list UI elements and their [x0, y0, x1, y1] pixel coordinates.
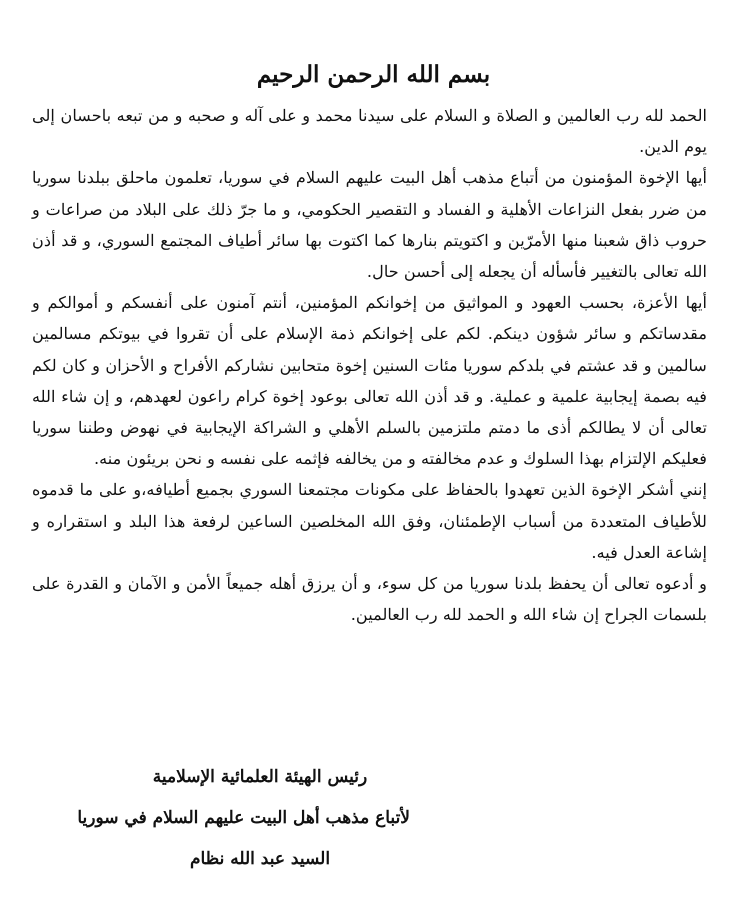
- signature-block: [77, 757, 410, 880]
- assurance-paragraph: أيها الأعزة، بحسب العهود و المواثيق من إخوانكم المؤمنين، أنتم آمنون على أنفسكم و أموالكم و مقدساتكم و سائر شؤون دينكم. لكم على إخوانكم ذمة الإسلام على أن تقروا في بيوتكم مسالمين سالمين و قد عشتم في بلدكم سوريا مئات السنين إخوة متحابين نشاركم الأفراح و الأحزان و كان لكم فيه بصمة إيجابية علمية و عملية. و قد أذن الله تعالى بوعود إخوة كرام راعون لعهدهم، و إن شاء الله تعالى أن لا يطالكم أذى ما دمتم ملتزمين بالسلم الأهلي و الشراكة الإيجابية في نهوض وطننا سوريا فعليكم الإلتزام بهذا السلوك و عدم مخالفته و من يخالفه فإثمه على نفسه و نحن بريئون منه.: [32, 293, 707, 469]
- signature-title: رئيس الهيئة العلمائية الإسلامية: [152, 767, 368, 787]
- address-paragraph: أيها الإخوة المؤمنون من أتباع مذهب أهل البيت عليهم السلام في سوريا، تعلمون ماحلق ببلدنا سوريا من ضرر بفعل النزاعات الأهلية و الفساد و التقصير الحكومي، و ما جرّ ذلك على البلاد من صراعات و حروب ذاق شعبنا منها الأمرّين و اكتويتم بنارها كما اكتوت بها سائر أطياف المجتمع السوري، و قد أذن الله تعالى بالتغيير فأسأله أن يجعله إلى أحسن حال.: [32, 168, 707, 282]
- gratitude-paragraph: إنني أشكر الإخوة الذين تعهدوا بالحفاظ على مكونات مجتمعنا السوري بجميع أطيافه،و على ما قدموه للأطياف المتعددة من أسباب الإطمئنان، وفق الله المخلصين الساعين لرفعة هذا البلد و استقراره و إشاعة العدل فيه.: [32, 480, 707, 562]
- basmala-heading: بسم الله الرحمن الرحيم: [256, 61, 491, 88]
- closing-prayer-paragraph: و أدعوه تعالى أن يحفظ بلدنا سوريا من كل سوء، و أن يرزق أهله جميعاً الأمن و الآمان و القدرة على بلسمات الجراح إن شاء الله و الحمد لله رب العالمين.: [32, 574, 707, 625]
- signature-affiliation: لأتباع مذهب أهل البيت عليهم السلام في سوريا: [77, 808, 410, 828]
- statement-body: [32, 100, 707, 630]
- signatory-name: السيد عبد الله نظام: [189, 849, 331, 869]
- opening-paragraph: الحمد لله رب العالمين و الصلاة و السلام على سيدنا محمد و على آله و صحبه و من تبعه باحسان إلى يوم الدين.: [32, 106, 707, 157]
